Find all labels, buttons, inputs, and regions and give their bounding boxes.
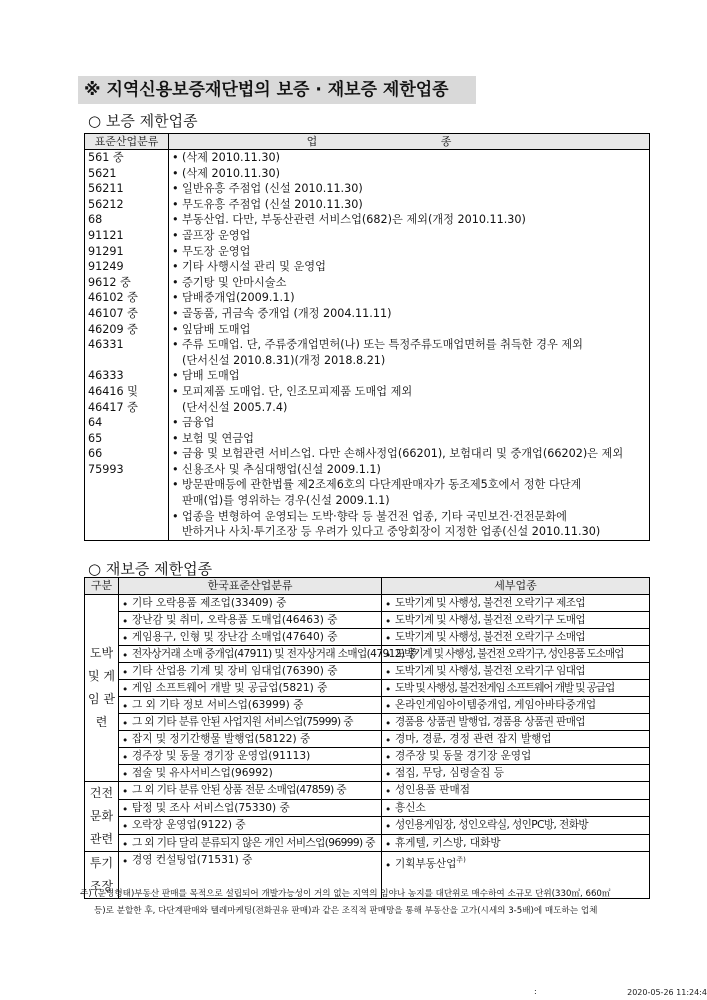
table-row xyxy=(85,731,650,748)
industry-code: 66 xyxy=(85,446,169,462)
group-label: 도박 및 게임 관련 xyxy=(85,595,119,782)
std-industry xyxy=(119,731,382,748)
industry-item: • 증기탕 및 안마시술소 xyxy=(172,275,646,291)
print-timestamp: 2020-05-26 11:24:4 xyxy=(627,988,707,997)
std-industry xyxy=(119,646,417,663)
col-header-industry: 업 종 xyxy=(169,134,650,150)
industry-desc xyxy=(169,197,650,213)
sub-industry xyxy=(382,782,650,800)
table-row xyxy=(85,306,650,322)
industry-code: 9612 중 xyxy=(85,275,169,291)
industry-item-cont: 판매(업)를 영위하는 경우(신설 2009.1.1) xyxy=(182,494,390,508)
std-industry xyxy=(119,817,382,835)
std-industry-text: • 그 외 기타 정보 서비스업(63999) 중 xyxy=(122,699,303,711)
std-industry-text: • 그 외 기타 달리 분류되지 않은 개인 서비스업(96999) 중 xyxy=(122,837,375,849)
page-title: ※ 지역신용보증재단법의 보증 · 재보증 제한업종 xyxy=(78,76,476,104)
section-heading-reguarantee: ○ 재보증 제한업종 xyxy=(88,560,213,578)
industry-code: 5621 xyxy=(85,166,169,182)
std-industry-text: • 그 외 기타 분류 안된 상품 전문 소매업(47859) 중 xyxy=(122,784,346,796)
sub-industry xyxy=(382,680,650,697)
sub-industry-text: • 도박 및 사행성, 불건전게임 소프트웨어 개발 및 공급업 xyxy=(385,682,614,694)
industry-desc xyxy=(169,290,650,306)
sub-industry-text: • 성인용품 판매점 xyxy=(385,784,470,796)
table-row xyxy=(85,244,650,260)
sub-industry-text: • 도박기계 및 사행성, 불건전 오락기구 임대업 xyxy=(385,665,585,677)
sub-industry-text: • 경주장 및 동물 경기장 운영업 xyxy=(385,750,531,762)
industry-item: • 골프장 운영업 xyxy=(172,228,646,244)
industry-item: • 방문판매등에 관한법률 제2조제6호의 다단계판매자가 동조제5호에서 정한 다단계 xyxy=(172,477,646,493)
col-header-group: 구분 xyxy=(85,578,119,595)
industry-item: • 무도장 운영업 xyxy=(172,244,646,260)
table-row xyxy=(85,765,650,782)
industry-code: 56212 xyxy=(85,197,169,213)
table-row xyxy=(85,290,650,306)
table-row xyxy=(85,384,650,400)
industry-desc xyxy=(169,150,650,166)
sub-industry xyxy=(382,834,650,852)
sub-industry-text: • 경마, 경륜, 경정 관련 잡지 발행업 xyxy=(385,733,552,745)
industry-code: 46416 및 xyxy=(85,384,169,400)
sub-industry-text: • 도박기계 및 사행성, 불건전 오락기구, 성인용품 도소매업 xyxy=(385,648,623,660)
industry-desc xyxy=(169,446,650,462)
table-row xyxy=(85,368,650,384)
sub-industry xyxy=(382,663,650,680)
industry-item: • 부동산업. 다만, 부동산관련 서비스업(682)은 제외(개정 2010.11.30) xyxy=(172,212,646,228)
sub-industry xyxy=(382,697,650,714)
sub-industry-text: • 휴게텔, 키스방, 대화방 xyxy=(385,837,501,849)
std-industry-text: • 전자상거래 소매 중개업(47911) 및 전자상거래 소매업(47912) 중 xyxy=(122,648,417,660)
std-industry-text: • 탐정 및 조사 서비스업(75330) 중 xyxy=(122,802,290,814)
industry-code: 46417 중 xyxy=(85,400,169,416)
industry-desc xyxy=(169,166,650,182)
industry-code: 46209 중 xyxy=(85,322,169,338)
sub-industry-text: • 점집, 무당, 심령술집 등 xyxy=(385,767,504,779)
industry-desc xyxy=(169,384,650,400)
industry-code: 46107 중 xyxy=(85,306,169,322)
industry-desc xyxy=(169,400,650,416)
industry-item: • 기타 사행시설 관리 및 운영업 xyxy=(172,259,646,275)
industry-item: • 금융 및 보험관련 서비스업. 다만 손해사정업(66201), 보험대리 및 중개업(66202)은 제외 xyxy=(172,446,646,462)
sub-industry-text: • 기획부동산업 xyxy=(385,858,456,870)
industry-code: 56211 xyxy=(85,181,169,197)
industry-item-cont: (단서신설 2010.8.31)(개정 2018.8.21) xyxy=(182,353,386,367)
industry-item-cont: 반하거나 사치·투기조장 등 우려가 있다고 중앙회장이 지정한 업종(신설 2010.11.30) xyxy=(182,525,601,539)
std-industry-text: • 그 외 기타 분류 안된 사업지원 서비스업(75999) 중 xyxy=(122,716,353,728)
std-industry-text: • 기타 오락용품 제조업(33409) 중 xyxy=(122,597,286,609)
industry-item: • 신용조사 및 추심대행업(신설 2009.1.1) xyxy=(172,462,646,478)
sub-industry-text: • 도박기계 및 사행성, 불건전 오락기구 도매업 xyxy=(385,614,585,626)
table-row xyxy=(85,663,650,680)
industry-desc xyxy=(169,181,650,197)
table-row xyxy=(85,337,650,368)
std-industry xyxy=(119,748,382,765)
industry-code: 91121 xyxy=(85,228,169,244)
std-industry xyxy=(119,680,382,697)
industry-code: 561 중 xyxy=(85,150,169,166)
std-industry-text: • 게임용구, 인형 및 장난감 소매업(47640) 중 xyxy=(122,631,337,643)
industry-item: • 금융업 xyxy=(172,415,646,431)
std-industry xyxy=(119,612,382,629)
std-industry-text: • 경영 컨설팅업(71531) 중 xyxy=(122,854,252,866)
table-row xyxy=(85,680,650,697)
std-industry-text: • 경주장 및 동물 경기장 운영업(91113) xyxy=(122,750,310,762)
industry-code: 91249 xyxy=(85,259,169,275)
industry-code xyxy=(85,509,169,541)
industry-item-cont: (단서신설 2005.7.4) xyxy=(182,400,288,414)
industry-desc xyxy=(169,306,650,322)
industry-item: • (삭제 2010.11.30) xyxy=(172,150,646,166)
section-heading-guarantee: ○ 보증 제한업종 xyxy=(88,112,198,130)
industry-desc xyxy=(169,477,650,508)
industry-code xyxy=(85,477,169,508)
table-row xyxy=(85,400,650,416)
industry-item: • 무도유흥 주점업 (신설 2010.11.30) xyxy=(172,197,646,213)
industry-item: • 담배중개업(2009.1.1) xyxy=(172,290,646,306)
industry-desc xyxy=(169,462,650,478)
group-label: 건전 문화 관련 xyxy=(85,782,119,852)
industry-code: 68 xyxy=(85,212,169,228)
footnote xyxy=(80,886,660,920)
industry-item: • 모피제품 도매업. 단, 인조모피제품 도매업 제외 xyxy=(172,384,646,400)
industry-code: 46333 xyxy=(85,368,169,384)
industry-desc xyxy=(169,275,650,291)
sub-industry xyxy=(382,817,650,835)
std-industry xyxy=(119,663,382,680)
table-row xyxy=(85,477,650,508)
table-row xyxy=(85,275,650,291)
industry-item: • 업종을 변형하여 운영되는 도박·향락 등 불건전 업종, 기타 국민보건·건전문화에 xyxy=(172,509,646,525)
industry-code: 91291 xyxy=(85,244,169,260)
table-row xyxy=(85,197,650,213)
table-row xyxy=(85,782,650,800)
std-industry xyxy=(119,799,382,817)
sub-industry-text: • 온라인게임아이템중개업, 게임아바타중개업 xyxy=(385,699,596,711)
industry-desc xyxy=(169,509,650,541)
table-row xyxy=(85,259,650,275)
industry-code: 65 xyxy=(85,431,169,447)
sub-industry-text: • 경품용 상품권 발행업, 경품용 상품권 판매업 xyxy=(385,716,585,728)
table-row xyxy=(85,322,650,338)
sub-industry-text: • 흥신소 xyxy=(385,802,426,814)
table-row xyxy=(85,612,650,629)
table-row xyxy=(85,629,650,646)
std-industry xyxy=(119,697,382,714)
table-row xyxy=(85,462,650,478)
std-industry xyxy=(119,629,382,646)
std-industry-text: • 점술 및 유사서비스업(96992) xyxy=(122,767,273,779)
table-row xyxy=(85,697,650,714)
std-industry xyxy=(119,782,382,800)
footnote-ref: 주) xyxy=(456,856,466,864)
sub-industry xyxy=(382,765,650,782)
std-industry-text: • 오락장 운영업(9122) 중 xyxy=(122,819,246,831)
std-industry xyxy=(119,765,382,782)
table-row xyxy=(85,799,650,817)
industry-item: • 보험 및 연금업 xyxy=(172,431,646,447)
footer-mark: : xyxy=(534,987,537,996)
table-row xyxy=(85,748,650,765)
col-header-sub: 세부업종 xyxy=(382,578,650,595)
industry-code: 46102 중 xyxy=(85,290,169,306)
table-row xyxy=(85,509,650,541)
sub-industry xyxy=(382,612,650,629)
sub-industry-text: • 도박기계 및 사행성, 불건전 오락기구 소매업 xyxy=(385,631,585,643)
sub-industry xyxy=(382,748,650,765)
sub-industry-text: • 성인용게임장, 성인오락실, 성인PC방, 전화방 xyxy=(385,819,588,831)
table-row xyxy=(85,714,650,731)
table-row xyxy=(85,595,650,612)
industry-desc xyxy=(169,368,650,384)
std-industry xyxy=(119,595,382,612)
industry-desc xyxy=(169,212,650,228)
table-row xyxy=(85,415,650,431)
industry-desc xyxy=(169,228,650,244)
industry-desc xyxy=(169,337,650,368)
std-industry-text: • 기타 산업용 기계 및 장비 임대업(76390) 중 xyxy=(122,665,337,677)
std-industry-text: • 장난감 및 취미, 오락용품 도매업(46463) 중 xyxy=(122,614,337,626)
sub-industry-text: • 도박기계 및 사행성, 불건전 오락기구 제조업 xyxy=(385,597,585,609)
std-industry-text: • 잡지 및 정기간행물 발행업(58122) 중 xyxy=(122,733,310,745)
table-row xyxy=(85,181,650,197)
std-industry xyxy=(119,834,382,852)
group-label: 투기 조장 xyxy=(85,852,119,899)
industry-desc xyxy=(169,431,650,447)
industry-desc xyxy=(169,244,650,260)
reguarantee-restriction-table xyxy=(84,577,650,899)
industry-item: • 담배 도매업 xyxy=(172,368,646,384)
sub-industry xyxy=(382,629,650,646)
industry-code: 64 xyxy=(85,415,169,431)
industry-desc xyxy=(169,259,650,275)
table-row xyxy=(85,834,650,852)
industry-item: • 주류 도매업. 단, 주류중개업면허(나) 또는 특정주류도매업면허를 취득한 경우 제외 xyxy=(172,337,646,353)
industry-item: • 잎담배 도매업 xyxy=(172,322,646,338)
industry-desc xyxy=(169,415,650,431)
std-industry xyxy=(119,714,382,731)
table-row xyxy=(85,646,650,663)
table-row xyxy=(85,431,650,447)
industry-code: 75993 xyxy=(85,462,169,478)
col-header-code: 표준산업분류 xyxy=(85,134,169,150)
footnote-line: 주) (운영형태)부동산 판매를 목적으로 설립되어 개발가능성이 거의 없는 지역의 임야나 농지를 대단위로 매수하여 소규모 단위(330㎡, 660㎡ xyxy=(80,889,611,899)
sub-industry xyxy=(382,799,650,817)
table-row xyxy=(85,150,650,166)
std-industry-text: • 게임 소프트웨어 개발 및 공급업(5821) 중 xyxy=(122,682,327,694)
industry-item: • 일반유흥 주점업 (신설 2010.11.30) xyxy=(172,181,646,197)
table-row xyxy=(85,228,650,244)
footnote-line: 등)로 분할한 후, 다단계판매와 텔레마케팅(전화권유 판매)과 같은 조직적 판매망을 통해 부동산을 고가(시세의 3-5배)에 매도하는 업체 xyxy=(94,906,598,916)
industry-item: • (삭제 2010.11.30) xyxy=(172,166,646,182)
table-row xyxy=(85,817,650,835)
sub-industry xyxy=(382,646,650,663)
industry-item: • 골동품, 귀금속 중개업 (개정 2004.11.11) xyxy=(172,306,646,322)
industry-desc xyxy=(169,322,650,338)
guarantee-restriction-table xyxy=(84,133,650,541)
table-row xyxy=(85,212,650,228)
col-header-std: 한국표준산업분류 xyxy=(119,578,382,595)
table-row xyxy=(85,446,650,462)
sub-industry xyxy=(382,714,650,731)
industry-code: 46331 xyxy=(85,337,169,368)
table-row xyxy=(85,166,650,182)
sub-industry xyxy=(382,731,650,748)
sub-industry xyxy=(382,595,650,612)
